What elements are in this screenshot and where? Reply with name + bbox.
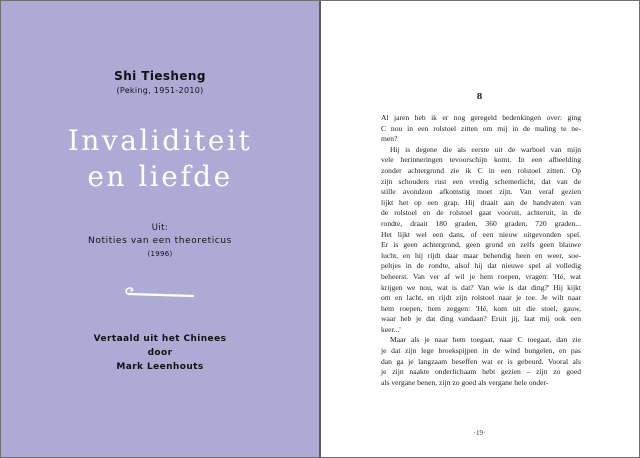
body-line: je zijn naakte onderlichaam hebt gezien – zijn zo goed [381,367,581,377]
book-title [1,123,319,195]
title-line-1: Invaliditeit [67,124,253,157]
body-line: men? [381,134,398,144]
right-page [321,1,638,457]
body-line: stille avondzon afkomstig moet zijn. Van veraf gezien [381,187,581,197]
from-label: Uit: [151,223,169,233]
left-page [1,1,319,457]
body-line: hem roepen, hem zeggen: 'Hé, kom uit die stoel, gauw, [381,303,581,313]
body-line: peltjes in de rondte, alsof hij dat nieuwe spel al volledig [381,261,581,271]
source-year: (1996) [147,250,173,258]
body-line: vele herinneringen tevoorschijn komt. In een afbeelding [381,155,581,165]
chapter-number: 8 [476,91,483,101]
body-line: als vergane benen, zijn zo goed als vergane hele onder- [381,377,549,387]
title-line-2: en liefde [87,160,233,193]
body-line: Hij is degene die als eerste uit de warboel van mijn [390,144,581,154]
body-line: waar heb je dat ding vandaan? Eruit jij, laat mij ook een [381,314,581,324]
translation-credit-line-2: door [147,348,173,358]
body-line: om en lacht, en rijdt zijn rolstoel naar je toe. Je wilt naar [381,293,581,303]
author-lifespan: (Peking, 1951-2010) [116,86,204,95]
translation-credit-line-1: Vertaald uit het Chinees [93,334,227,344]
ornament-icon [123,285,195,301]
body-line: Het lijkt wel een dans, of een nieuw uitgevonden spel. [381,229,581,239]
body-line: Maar als je naar hem toegaat, naar C toegaat, dan zie [390,335,581,345]
body-line: zonder achtergrond zie ik C in een rolstoel zitten. Op [381,165,581,175]
body-text [381,113,581,388]
author-name: Shi Tiesheng [114,69,206,83]
page-number: ·19· [473,429,486,437]
body-line: dan ga je langzaam beseffen wat er is gebeurd. Vooral als [381,356,581,366]
body-line: Er is geen achtergrond, geen grond en zelfs geen blauwe [381,240,581,250]
body-line: lucht, en hij rijdt daar maar behendig heen en weer, soe- [381,250,581,260]
body-line: je dat zijn lege broekspijpen in de wind bungelen, en pas [381,346,581,356]
body-line: Al jaren heb ik er nog geregeld bedenkingen over: ging [381,113,581,122]
body-line: krijgen we nou, wat is dat? Van wie is dat ding?' Hij kijkt [381,282,581,292]
body-line: zijn schouders rust een vredig schemerlicht, dat van de [381,176,581,186]
translator-name: Mark Leenhouts [116,362,204,372]
source-title: Notities van een theoreticus [88,236,232,246]
body-line: de rolstoel en de rolstoel gaat vooruit, achteruit, in de [381,208,581,218]
body-line: rondte, draait 180 graden, 360 graden, 720 graden... [381,218,581,228]
body-line: keer...' [381,324,401,334]
body-line: C nou in een rolstoel zitten om mij in de maling te ne- [381,123,581,133]
body-line: beheerst. Van ver af wil je hem roepen, vragen: 'Hé, wat [381,271,581,281]
body-line: lijkt het op een grap. Hij draait aan de handvaten van [381,197,581,207]
